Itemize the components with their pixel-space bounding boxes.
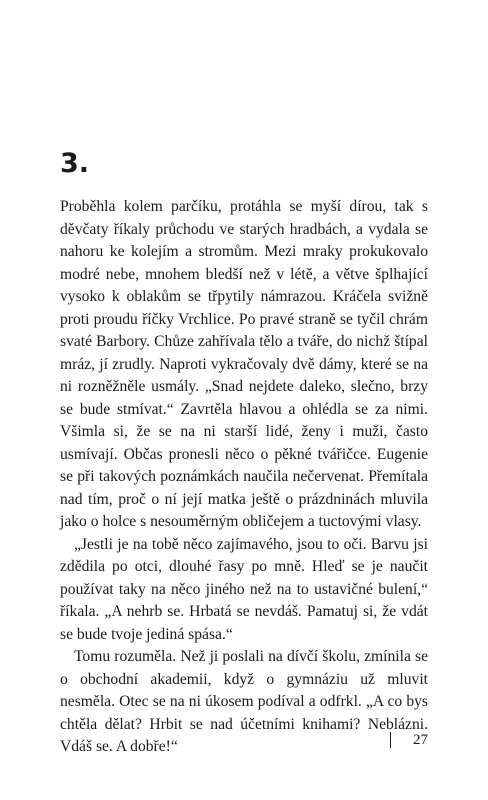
paragraph-3: Tomu rozuměla. Než ji poslali na dívčí školu, zmínila se o obchodní akademii, když o gymnáziu už mluvit nesměla. Otec se na ni úkosem podíval a odfrkl. „A co bys chtěla dělat? Hrbit se nad účetními knihami? Neblázni. Vdáš se. A dobře!“ xyxy=(60,648,428,755)
page-number: 27 xyxy=(413,732,428,748)
page-footer xyxy=(390,730,428,750)
paragraph-2: „Jestli je na tobě něco zajímavého, jsou to oči. Barvu jsi zdědila po otci, dlouhé řasy po mně. Hleď se je naučit používat taky na něco jiného než na to ustavičné bulení,“ říkala. „A nehrb se. Hrbatá se nevdáš. Pamatuj si, že vdát se bude tvoje jediná spása.“ xyxy=(60,535,428,643)
chapter-body xyxy=(60,196,428,759)
paragraph-1: Proběhla kolem parčíku, protáhla se myší dírou, tak s děvčaty říkaly průchodu ve starých hradbách, a vydala se nahoru ke kolejím a stromům. Mezi mraky prokukovalo modré nebe, mnohem bledší než v létě, a větve šplhající vysoko k oblakům se třpytily námrazou. Kráčela svižně proti proudu říčky Vrchlice. Po pravé straně se tyčil chrám svaté Barbory. Chůze zahřívala tělo a tváře, do nichž štípal mráz, jí zrudly. Naproti vykračovaly dvě dámy, které se na ni rozněžněle usmály. „Snad nejdete daleko, slečno, brzy se bude stmívat.“ Zavrtěla hlavou a ohlédla se za nimi. Všimla si, že se na ni starší lidé, ženy i muži, často usmívají. Občas pronesli něco o pěkné tvářičce. Eugenie se při takových poznámkách naučila nečervenat. Přemítala nad tím, proč o ní její matka ještě o prázdninách mluvila jako o holce s nesouměrným obličejem a tuctovými vlasy. xyxy=(60,198,428,530)
chapter-number: 3. xyxy=(60,148,90,179)
folio-divider xyxy=(390,732,391,748)
